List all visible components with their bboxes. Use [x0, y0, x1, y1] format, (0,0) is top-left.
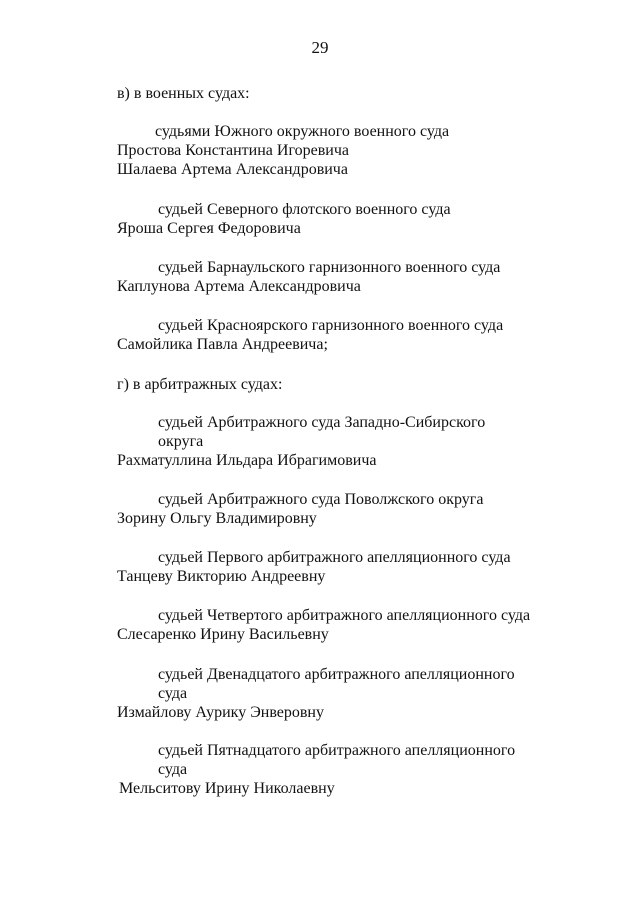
- appointment-line: судьей Арбитражного суда Западно-Сибирского: [158, 414, 486, 431]
- appointment-line: округа: [158, 433, 204, 450]
- person-names: [117, 625, 640, 644]
- entry: [0, 200, 640, 238]
- section-heading-military: в) в военных судах:: [117, 85, 250, 102]
- entry: [0, 413, 640, 470]
- appointment-text: [158, 665, 538, 703]
- entry: [0, 741, 640, 798]
- person-names: [117, 703, 640, 722]
- appointment-line: судьей Северного флотского военного суда: [158, 201, 451, 218]
- appointment-line: судьями Южного окружного военного суда: [155, 123, 450, 140]
- person-names: [117, 277, 640, 296]
- appointment-text: [158, 490, 538, 509]
- entry: [0, 665, 640, 722]
- entry: [0, 548, 640, 586]
- appointment-text: [158, 258, 538, 277]
- entry: [0, 490, 640, 528]
- entry: [0, 316, 640, 354]
- person-name: Каплунова Артема Александровича: [117, 278, 361, 295]
- appointment-line: судьей Четвертого арбитражного апелляционного суда: [158, 607, 531, 624]
- person-name: Шалаева Артема Александровича: [117, 161, 348, 178]
- person-names: [117, 335, 640, 354]
- appointment-line: судьей Барнаульского гарнизонного военного суда: [158, 259, 501, 276]
- person-names: [117, 567, 640, 586]
- appointment-line: судьей Двенадцатого арбитражного апелляционного: [158, 666, 515, 683]
- person-names: [117, 451, 640, 470]
- appointment-text: [158, 200, 538, 219]
- person-names: [117, 219, 640, 238]
- appointment-line: суда: [158, 685, 188, 702]
- person-name: Измайлову Аурику Энверовну: [117, 704, 324, 721]
- appointment-line: судьей Первого арбитражного апелляционного суда: [158, 549, 511, 566]
- appointment-text: [158, 606, 538, 625]
- appointment-text: [158, 316, 538, 335]
- person-name: Мельситову Ирину Николаевну: [119, 780, 335, 797]
- appointment-line: судьей Красноярского гарнизонного военного суда: [158, 317, 504, 334]
- person-name: Танцеву Викторию Андреевну: [117, 568, 326, 585]
- person-names: [119, 779, 640, 798]
- person-names: [117, 141, 640, 179]
- person-name: Яроша Сергея Федоровича: [117, 220, 301, 237]
- appointment-line: судьей Пятнадцатого арбитражного апелляционного: [158, 742, 516, 759]
- person-names: [117, 509, 640, 528]
- section-heading-arbitration: г) в арбитражных судах:: [117, 376, 283, 393]
- entry: [0, 606, 640, 644]
- entry: [0, 122, 640, 179]
- person-name: Самойлика Павла Андреевича;: [117, 336, 328, 353]
- appointment-text: [158, 413, 538, 451]
- person-name: Зорину Ольгу Владимировну: [117, 510, 317, 527]
- appointment-text: [155, 122, 535, 141]
- person-name: Рахматуллина Ильдара Ибрагимовича: [117, 452, 377, 469]
- appointment-line: суда: [158, 761, 188, 778]
- appointment-text: [158, 548, 538, 567]
- person-name: Слесаренко Ирину Васильевну: [117, 626, 329, 643]
- entry: [0, 258, 640, 296]
- appointment-text: [158, 741, 538, 779]
- person-name: Простова Константина Игоревича: [117, 142, 349, 159]
- appointment-line: судьей Арбитражного суда Поволжского округа: [158, 491, 484, 508]
- page-number: 29: [311, 38, 329, 57]
